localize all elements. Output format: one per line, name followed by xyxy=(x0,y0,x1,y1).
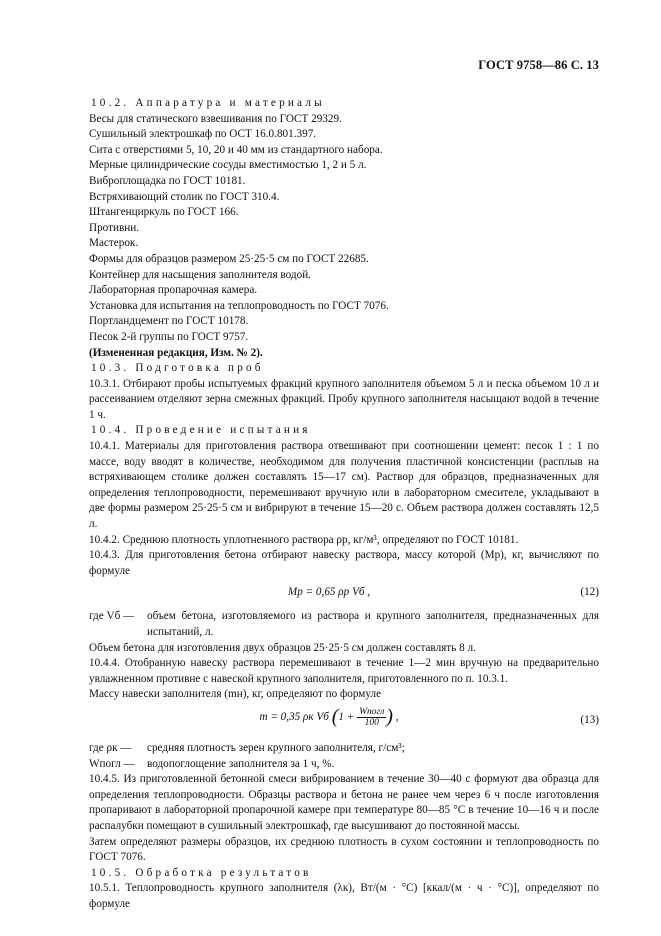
equipment-item: Мерные цилиндрические сосуды вместимостью 1, 2 и 5 л. xyxy=(89,159,367,172)
paragraph-10-3-1: 10.3.1. Отбирают пробы испытуемых фракций крупного заполнителя объемом 5 л и песка объемом 10 л и рассеиванием отделяют зерна смежных фракций. Пробу крупного заполнителя насыщают водой в течение 1 ч. xyxy=(89,377,599,421)
equipment-item: Песок 2-й группы по ГОСТ 9757. xyxy=(89,330,249,343)
equipment-item: Весы для статического взвешивания по ГОСТ 29329. xyxy=(89,112,342,125)
equipment-item: Лабораторная пропарочная камера. xyxy=(89,284,258,297)
equipment-item: Штангенциркуль по ГОСТ 166. xyxy=(89,206,239,219)
formula-13-fraction: $\frac{\text{Wпогл}}{100}$ xyxy=(359,706,385,728)
equipment-item: Портландцемент по ГОСТ 10178. xyxy=(89,315,249,328)
where-w-pogl: Wпогл — водопоглощение заполнителя за 1 ч, %. xyxy=(89,757,335,770)
paragraph-10-4-2: 10.4.2. Среднюю плотность уплотненного раствора ρр, кг/м³, определяют по ГОСТ 10181. xyxy=(89,533,519,546)
paragraph-10-4-5: 10.4.5. Из приготовленной бетонной смеси вибрированием в течение 30—40 с формуют два образца для определения теплопроводности. Образцы раствора и бетона не ранее чем через 6 ч после изготовления пропаривают в лабораторной пропарочной камере при температуре 80—85 °С в течение 10—16 ч и после распалубки помещают в сушильный электрошкаф, где высушивают до постоянной массы. xyxy=(89,773,599,832)
paragraph-then: Затем определяют размеры образцов, их среднюю плотность в сухом состоянии и теплопроводность по ГОСТ 7076. xyxy=(89,835,599,864)
paragraph-mass: Массу навески заполнителя (mн), кг, определяют по формуле xyxy=(89,688,382,701)
paragraph-10-5-1: 10.5.1. Теплопроводность крупного заполнителя (λк), Вт/(м · °С) [ккал/(м · ч · °С)], определяют по формуле xyxy=(89,882,599,910)
equipment-item: Мастерок. xyxy=(89,237,139,250)
paragraph-10-4-3: 10.4.3. Для приготовления бетона отбирают навеску раствора, массу которой (Mр), кг, вычисляют по формуле xyxy=(89,549,599,577)
equipment-item: Формы для образцов размером 25·25·5 см по ГОСТ 22685. xyxy=(89,252,369,265)
formula-13-number: (13) xyxy=(580,713,599,726)
equipment-item: Виброплощадка по ГОСТ 10181. xyxy=(89,174,246,187)
equipment-item: Установка для испытания на теплопроводность по ГОСТ 7076. xyxy=(89,299,389,312)
formula-13 xyxy=(89,703,599,741)
paragraph-10-4-4: 10.4.4. Отобранную навеску раствора перемешивают в течение 1—2 мин вручную на предварительно увлажненном противне с навеской крупного заполнителя, приготовленного по п. 10.3.1. xyxy=(89,657,599,685)
where-vb: где Vб — объем бетона, изготовляемого из раствора и крупного заполнителя, предназначенных для испытаний, л. xyxy=(89,610,599,638)
where-rho-k: где ρк — средняя плотность зерен крупного заполнителя, г/см³; xyxy=(89,741,405,754)
formula-12 xyxy=(89,579,599,609)
formula-12-expression: Mр = 0,65 ρр Vб , xyxy=(287,586,371,599)
paragraph-10-4-1: 10.4.1. Материалы для приготовления раствора отвешивают при соотношении цемент: песок 1 : 1 по массе, воду вводят в количестве, необходимом для получения пластичной консистенции (расплыв на встряхивающем столике должен составлять 15—17 см). Раствор для образцов, предназначенных для определения теплопроводности, перемешивают вручную или в лабораторном смесителе, укладывают в две формы размером 25·25·5 см и вибрируют в течение 15—20 с. Объем раствора должен составлять 12,5 л. xyxy=(89,440,599,531)
section-10-3-title: 10.3. Подготовка проб xyxy=(91,362,264,375)
page-header: ГОСТ 9758—86 С. 13 xyxy=(478,58,599,72)
amendment-note: (Измененная редакция, Изм. № 2). xyxy=(89,346,263,359)
equipment-item: Сушильный электрошкаф по ОСТ 16.0.801.397. xyxy=(89,128,317,141)
equipment-item: Противни. xyxy=(89,221,140,234)
formula-12-number: (12) xyxy=(580,586,599,599)
section-10-5-title: 10.5. Обработка результатов xyxy=(91,866,312,879)
equipment-item: Встряхивающий столик по ГОСТ 310.4. xyxy=(89,190,280,203)
formula-13-expression: m = 0,35 ρк Vб (1 + $\frac{\text{Wпогл}}{100}$ ) , xyxy=(259,705,399,728)
section-10-2-title: 10.2. Аппаратура и материалы xyxy=(91,97,325,109)
paragraph-volume: Объем бетона для изготовления двух образцов 25·25·5 см должен составлять 8 л. xyxy=(89,641,476,654)
equipment-list xyxy=(89,112,599,346)
section-10-4-title: 10.4. Проведение испытания xyxy=(91,424,311,437)
document-body xyxy=(89,96,599,913)
equipment-item: Сита с отверстиями 5, 10, 20 и 40 мм из стандартного набора. xyxy=(89,143,383,156)
equipment-item: Контейнер для насыщения заполнителя водой. xyxy=(89,268,311,281)
